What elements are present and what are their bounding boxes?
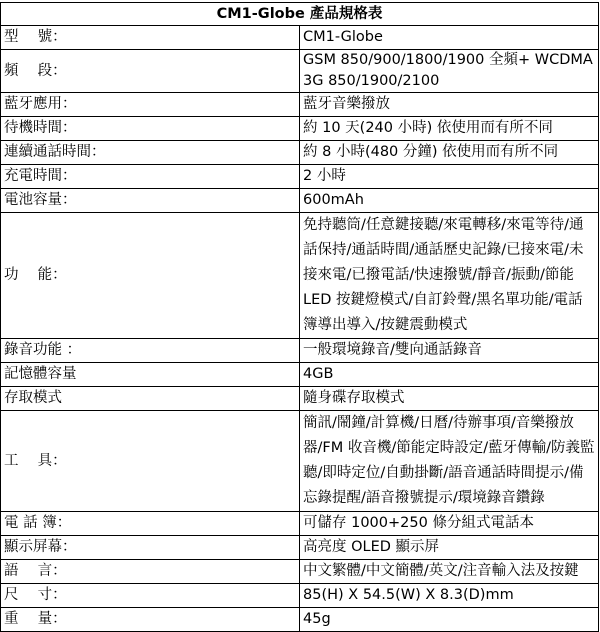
table-row — [1, 512, 599, 536]
row-value-weight: 45g — [300, 608, 599, 632]
row-label-frequency: 頻 段： — [1, 50, 300, 93]
row-label-talktime: 連續通話時間： — [1, 141, 300, 165]
spec-table — [0, 2, 599, 632]
row-label-phonebook: 電 話 簿： — [1, 512, 300, 536]
row-value-recording: 一般環境錄音/雙向通話錄音 — [300, 339, 599, 363]
row-value-phonebook: 可儲存 1000+250 條分組式電話本 — [300, 512, 599, 536]
row-label-model: 型 號： — [1, 26, 300, 50]
table-row — [1, 560, 599, 584]
row-value-size: 85(H) X 54.5(W) X 8.3(D)mm — [300, 584, 599, 608]
row-value-charge: 2 小時 — [300, 165, 599, 189]
row-label-language: 語 言： — [1, 560, 300, 584]
row-label-tools: 工 具： — [1, 411, 300, 512]
table-row — [1, 93, 599, 117]
table-title: CM1-Globe 產品規格表 — [1, 3, 599, 26]
table-row — [1, 117, 599, 141]
row-label-functions: 功 能： — [1, 213, 300, 339]
row-value-storage-mode: 隨身碟存取模式 — [300, 387, 599, 411]
row-value-talktime: 約 8 小時(480 分鐘) 依使用而有所不同 — [300, 141, 599, 165]
row-label-weight: 重 量： — [1, 608, 300, 632]
row-value-display: 高亮度 OLED 顯示屏 — [300, 536, 599, 560]
row-value-bluetooth: 藍牙音樂撥放 — [300, 93, 599, 117]
row-value-battery: 600mAh — [300, 189, 599, 213]
table-row — [1, 608, 599, 632]
table-row — [1, 363, 599, 387]
table-row — [1, 213, 599, 339]
row-label-memory: 記憶體容量 — [1, 363, 300, 387]
table-row — [1, 141, 599, 165]
row-value-model: CM1-Globe — [300, 26, 599, 50]
row-value-frequency: GSM 850/900/1800/1900 全頻+ WCDMA 3G 850/1900/2100 — [300, 50, 599, 93]
row-value-functions: 免持聽筒/任意鍵接聽/來電轉移/來電等待/通話保持/通話時間/通話歷史記錄/已接來電/未接來電/已撥電話/快速撥號/靜音/振動/節能 LED 按鍵燈模式/自訂鈴聲/黑名單功能/電話簿導出導入/按鍵震動模式 — [300, 213, 599, 339]
row-label-storage-mode: 存取模式 — [1, 387, 300, 411]
row-value-tools: 簡訊/鬧鐘/計算機/日曆/待辦事項/音樂撥放器/FM 收音機/節能定時設定/藍牙傳輸/防義監聽/即時定位/自動掛斷/語音通話時間提示/備忘錄提醒/語音撥號提示/環境錄音鑽錄 — [300, 411, 599, 512]
table-row — [1, 50, 599, 93]
row-label-standby: 待機時間： — [1, 117, 300, 141]
table-row — [1, 165, 599, 189]
table-row — [1, 411, 599, 512]
row-label-size: 尺 寸： — [1, 584, 300, 608]
row-value-standby: 約 10 天(240 小時) 依使用而有所不同 — [300, 117, 599, 141]
table-row — [1, 189, 599, 213]
row-value-language: 中文繁體/中文簡體/英文/注音輸入法及按鍵 — [300, 560, 599, 584]
table-row — [1, 584, 599, 608]
row-label-charge: 充電時間： — [1, 165, 300, 189]
table-row — [1, 26, 599, 50]
row-value-memory: 4GB — [300, 363, 599, 387]
row-label-bluetooth: 藍牙應用： — [1, 93, 300, 117]
table-row — [1, 339, 599, 363]
table-row — [1, 387, 599, 411]
row-label-battery: 電池容量： — [1, 189, 300, 213]
row-label-display: 顯示屏幕： — [1, 536, 300, 560]
row-label-recording: 錄音功能 ： — [1, 339, 300, 363]
